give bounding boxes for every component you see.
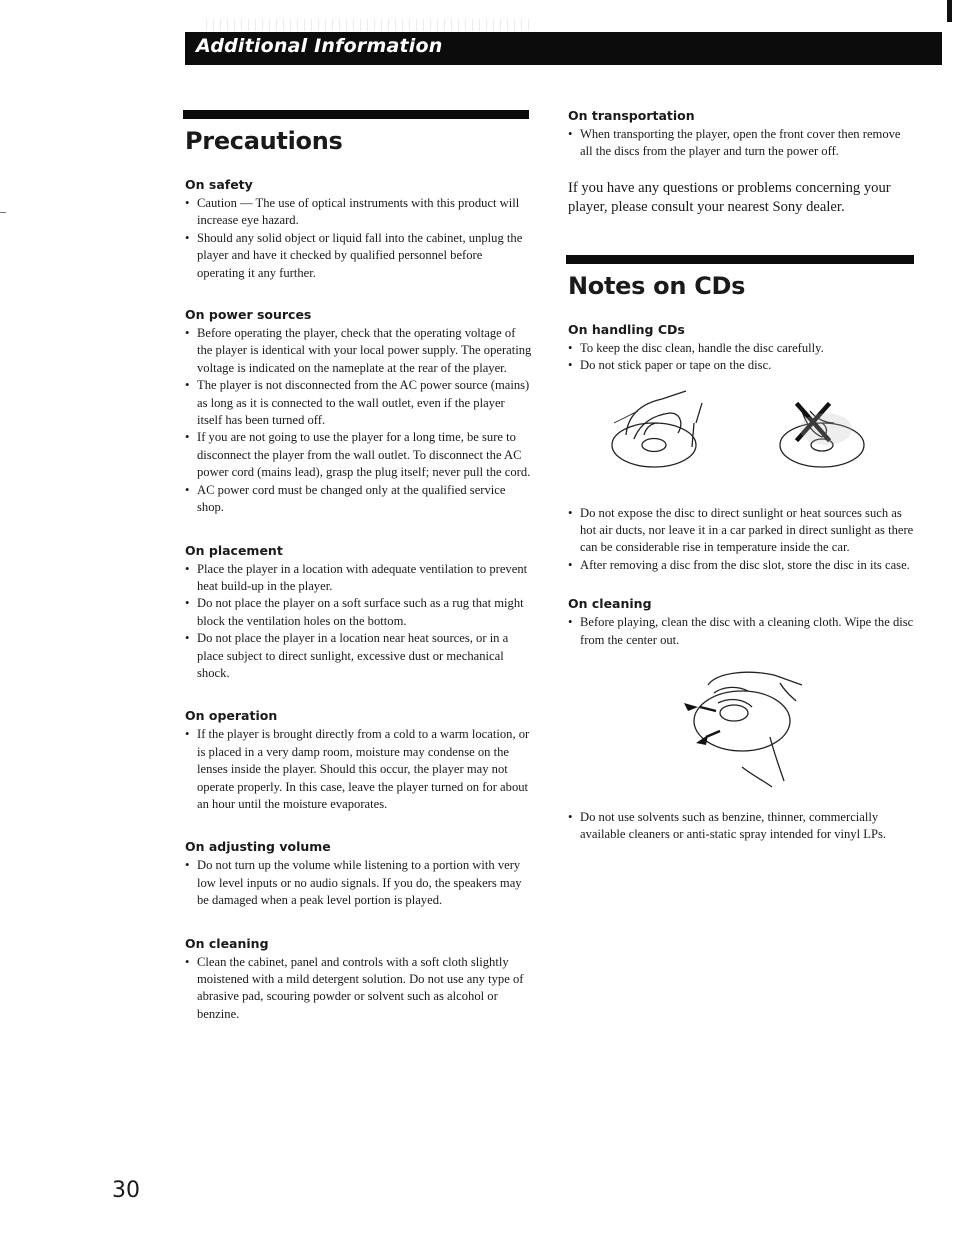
section-cd-cleaning [566, 596, 916, 844]
list-item: • AC power cord must be changed only at the qualified service shop. [183, 482, 533, 517]
section-on-transportation [566, 108, 916, 161]
section-on-safety [183, 177, 533, 282]
list-item: • The player is not disconnected from the AC power source (mains) as long as it is connected to the wall outlet, even if the player itself has been turned off. [183, 377, 533, 429]
precautions-title: Precautions [185, 127, 343, 155]
header-title: Additional Information [196, 35, 443, 57]
left-column [183, 110, 533, 1023]
list-item: • Clean the cabinet, panel and controls with a soft cloth slightly moistened with a mild detergent solution. Do not use any type of abrasive pad, scouring powder or solvent such as alcohol or benzine. [183, 954, 533, 1024]
section-heading: On operation [185, 708, 278, 724]
list-item: • Before playing, clean the disc with a cleaning cloth. Wipe the disc from the center out. [566, 614, 916, 649]
disc-handling-drawing [566, 383, 916, 501]
precautions-rule [183, 110, 529, 119]
header-bar [185, 32, 942, 65]
section-on-cleaning [183, 936, 533, 1024]
section-on-handling-cds [566, 322, 916, 574]
list-item: • Do not expose the disc to direct sunlight or heat sources such as hot air ducts, nor leave it in a car parked in direct sunlight as there can be considerable rise in temperature inside the car. [566, 505, 916, 557]
list-item: • Do not place the player in a location near heat sources, or in a place subject to direct sunlight, excessive dust or mechanical shock. [183, 630, 533, 682]
contact-note: If you have any questions or problems concerning your player, please consult your nearest Sony dealer. [568, 179, 891, 215]
margin-tick [0, 212, 6, 213]
section-on-power-sources [183, 307, 533, 516]
section-heading: On safety [185, 177, 253, 192]
disc-cleaning-illustration [566, 663, 916, 803]
list-item: • Place the player in a location with adequate ventilation to prevent heat build-up in the player. [183, 561, 533, 596]
section-heading: On transportation [568, 108, 695, 123]
list-item: • If the player is brought directly from a cold to a warm location, or is placed in a very damp room, moisture may condense on the lenses inside the player. Should this occur, the player may not operate properly. In this case, leave the player turned on for about an hour until the moisture evaporates. [183, 726, 533, 813]
header-scan-noise [200, 19, 530, 31]
list-item: • Before operating the player, check that the operating voltage of the player is identical with your local power supply. The operating voltage is indicated on the nameplate at the rear of the player. [183, 325, 533, 377]
list-item: • Should any solid object or liquid fall into the cabinet, unplug the player and have it checked by qualified personnel before operating it any further. [183, 230, 533, 282]
notes-on-cds-title: Notes on CDs [568, 271, 746, 300]
list-item: • After removing a disc from the disc slot, store the disc in its case. [566, 557, 916, 574]
notes-on-cds-rule [566, 255, 914, 264]
section-on-operation [183, 708, 533, 813]
list-item: • Do not turn up the volume while listening to a portion with very low level inputs or no audio signals. If you do, the speakers may be damaged when a peak level portion is played. [183, 857, 533, 909]
section-heading: On power sources [185, 307, 312, 323]
section-heading: On cleaning [568, 596, 652, 612]
section-heading: On cleaning [185, 935, 269, 951]
list-item: • Caution — The use of optical instruments with this product will increase eye hazard. [183, 195, 533, 230]
list-item: • Do not use solvents such as benzine, thinner, commercially available cleaners or anti-static spray intended for vinyl LPs. [566, 809, 916, 844]
section-heading: On handling CDs [568, 321, 685, 337]
list-item: • To keep the disc clean, handle the disc carefully. [566, 340, 916, 357]
section-heading: On placement [185, 542, 283, 558]
list-item: • Do not stick paper or tape on the disc. [566, 357, 916, 374]
right-column [566, 108, 916, 844]
disc-handling-illustration [566, 383, 916, 501]
list-item: • Do not place the player on a soft surface such as a rug that might block the ventilation holes on the bottom. [183, 595, 533, 630]
page-number: 30 [112, 1178, 140, 1203]
page-edge-mark [947, 0, 952, 22]
section-heading: On adjusting volume [185, 839, 331, 855]
section-on-placement [183, 543, 533, 683]
list-item: • If you are not going to use the player for a long time, be sure to disconnect the player from the wall outlet. To disconnect the AC power cord (mains lead), grasp the plug itself; never pull the cord. [183, 429, 533, 481]
list-item: • When transporting the player, open the front cover then remove all the discs from the player and turn the power off. [566, 126, 916, 161]
disc-cleaning-drawing [566, 663, 916, 803]
section-on-adjusting-volume [183, 839, 533, 909]
